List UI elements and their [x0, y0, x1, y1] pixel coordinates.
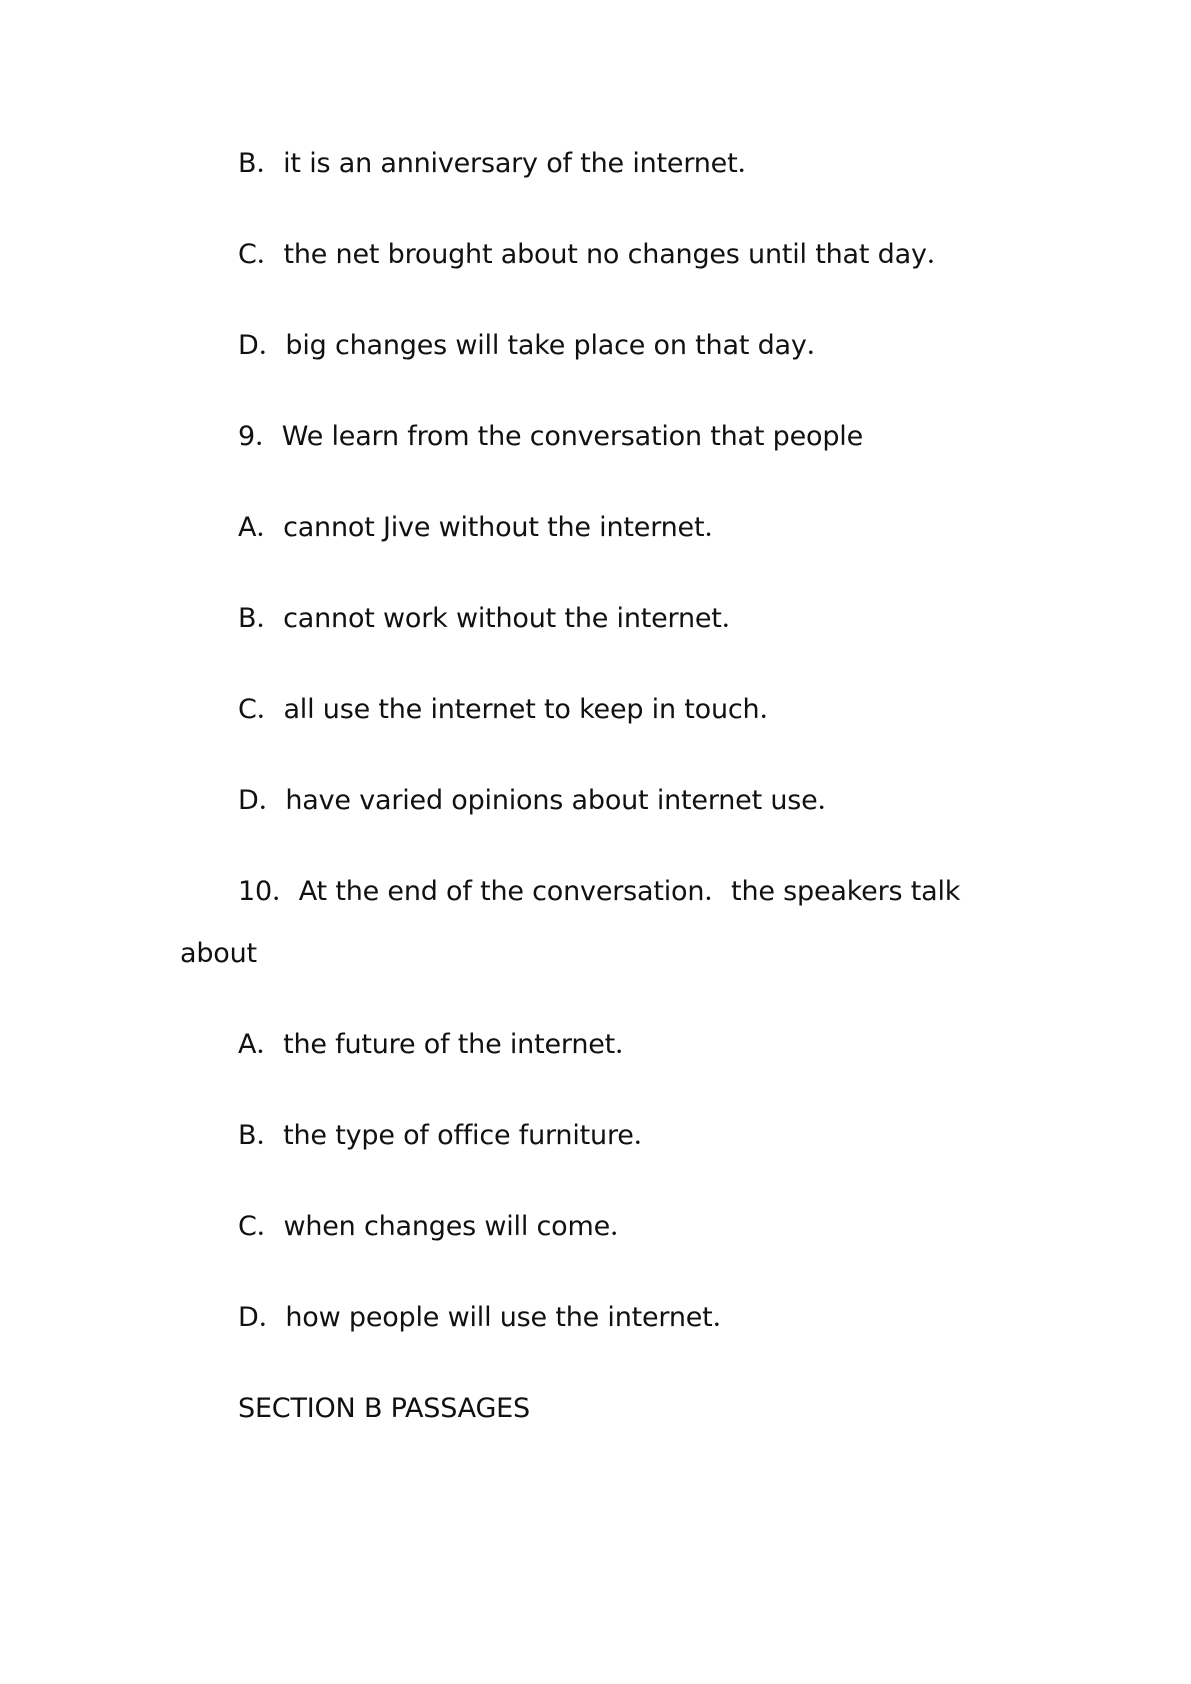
- question-10-continued: about: [180, 938, 257, 969]
- section-heading: SECTION B PASSAGES: [238, 1393, 530, 1424]
- question-10: 10．At the end of the conversation．the speakers talk: [238, 876, 961, 907]
- option-d-q9: D．have varied opinions about internet use．: [238, 785, 845, 816]
- question-9: 9．We learn from the conversation that people: [238, 421, 863, 452]
- option-d-q8: D．big changes will take place on that day．: [238, 330, 834, 361]
- option-a-q10: A．the future of the internet．: [238, 1029, 642, 1060]
- option-b-q8: B．it is an anniversary of the internet．: [238, 148, 765, 179]
- option-c-q10: C．when changes will come．: [238, 1211, 637, 1242]
- option-d-q10: D．how people will use the internet．: [238, 1302, 740, 1333]
- option-b-q10: B．the type of office furniture．: [238, 1120, 661, 1151]
- option-c-q9: C．all use the internet to keep in touch．: [238, 694, 787, 725]
- option-a-q9: A．cannot Jive without the internet．: [238, 512, 732, 543]
- option-c-q8: C．the net brought about no changes until that day．: [238, 239, 954, 270]
- option-b-q9: B．cannot work without the internet．: [238, 603, 749, 634]
